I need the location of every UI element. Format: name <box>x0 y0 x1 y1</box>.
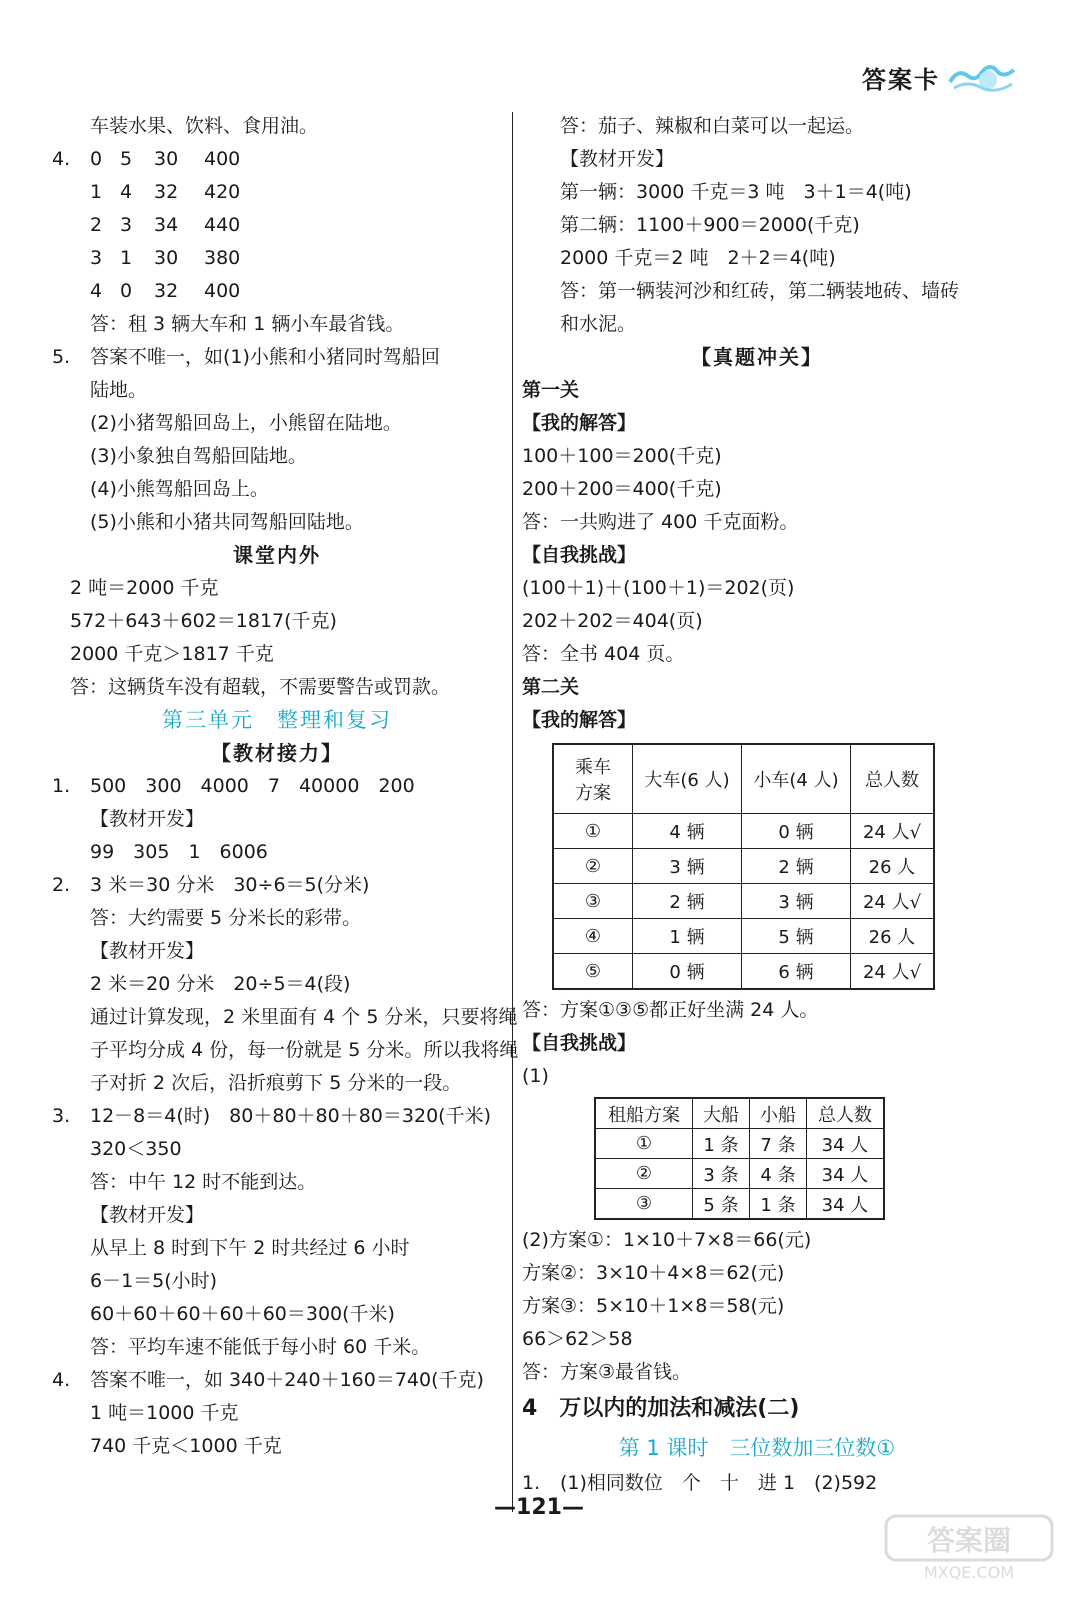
cell: 3 条 <box>693 1159 750 1189</box>
subsection-label: 【教材开发】 <box>560 148 675 170</box>
subsection-label: 【我的解答】 <box>522 709 637 731</box>
cell: 4 <box>120 181 133 203</box>
text-line: 答案不唯一，如 340＋240＋160＝740(千克) <box>90 1369 484 1391</box>
cell: ② <box>553 849 633 884</box>
text-line: 99 305 1 6006 <box>90 841 268 863</box>
cell: 5 <box>120 148 133 170</box>
table-header-row <box>595 1098 884 1129</box>
wave-icon <box>948 62 1018 94</box>
text-line: 方案③：5×10＋1×8＝58(元) <box>522 1295 785 1317</box>
subsection-label: 【自我挑战】 <box>522 544 637 566</box>
answer-4 <box>52 1364 502 1397</box>
text-line: (2)小猪驾船回岛上，小熊留在陆地。 <box>90 412 402 434</box>
left-column <box>52 110 519 1463</box>
cell: 1 辆 <box>633 919 742 954</box>
subsection-label: 【自我挑战】 <box>522 1032 637 1054</box>
unit-heading: 第三单元 整理和复习 <box>162 708 392 732</box>
text-line: (4)小熊驾船回岛上。 <box>90 478 269 500</box>
table-row <box>553 849 934 884</box>
header-cell: 小船 <box>750 1098 807 1129</box>
watermark-logo <box>884 1514 1054 1582</box>
text-line: (2)方案①：1×10＋7×8＝66(元) <box>522 1229 812 1251</box>
question-number: 1. <box>522 1472 541 1494</box>
text-line: 子对折 2 次后，沿折痕剪下 5 分米的一段。 <box>90 1072 462 1094</box>
cell: 5 条 <box>693 1189 750 1220</box>
answer-line: 答：方案③最省钱。 <box>522 1361 692 1383</box>
cell: ② <box>595 1159 693 1189</box>
answer-3 <box>52 1100 502 1133</box>
cell: 1 <box>120 247 133 269</box>
cell: 34 <box>154 214 179 236</box>
subsection-label: 【教材开发】 <box>90 808 205 830</box>
table-row <box>52 242 502 275</box>
cell: 24 人√ <box>851 884 935 919</box>
text-line: 方案②：3×10＋4×8＝62(元) <box>522 1262 785 1284</box>
header-cell: 小车(4 人) <box>742 744 851 814</box>
text-line: 6－1＝5(小时) <box>90 1270 218 1292</box>
cell: 0 <box>120 280 133 302</box>
text-line: 572＋643＋602＝1817(千克) <box>70 610 337 632</box>
text-line: 子平均分成 4 份，每一份就是 5 分米。所以我将绳 <box>90 1039 519 1061</box>
chapter-title: 4 万以内的加法和减法(二) <box>522 1396 800 1421</box>
cell: 400 <box>204 280 241 302</box>
cell: ④ <box>553 919 633 954</box>
cell: 3 <box>120 214 133 236</box>
table-row <box>595 1159 884 1189</box>
header-cell: 乘车 方案 <box>553 744 633 814</box>
cell: 34 人 <box>807 1189 885 1220</box>
level-label: 第二关 <box>522 676 580 698</box>
svg-text:MXQE.COM: MXQE.COM <box>923 1563 1015 1582</box>
text-line: 320＜350 <box>90 1138 182 1160</box>
answer-line: 答：大约需要 5 分米长的彩带。 <box>90 907 362 929</box>
cell: 2 <box>90 214 103 236</box>
table-row <box>52 176 502 209</box>
question-number: 4. <box>52 1369 71 1391</box>
answer-line: 答：方案①③⑤都正好坐满 24 人。 <box>522 999 819 1021</box>
column-divider <box>512 112 513 1512</box>
table-row <box>595 1189 884 1220</box>
question-number: 3. <box>52 1105 71 1127</box>
text-line: 第二辆：1100＋900＝2000(千克) <box>560 214 860 236</box>
table-row <box>52 143 240 176</box>
level-label: 第一关 <box>522 379 580 401</box>
answer-line: 答：一共购进了 400 千克面粉。 <box>522 511 799 533</box>
table-row <box>553 919 934 954</box>
table-row <box>52 275 502 308</box>
cell: 32 <box>154 181 179 203</box>
question-number: 1. <box>52 775 71 797</box>
page-header <box>862 60 1018 95</box>
answer-2 <box>52 869 502 902</box>
text-line: 500 300 4000 7 40000 200 <box>90 775 415 797</box>
header-cell: 大船 <box>693 1098 750 1129</box>
table-row <box>52 209 502 242</box>
answer-line: 答：第一辆装河沙和红砖，第二辆装地砖、墙砖 <box>560 280 960 302</box>
header-title: 答案卡 <box>862 66 940 94</box>
text-line: 202＋202＝404(页) <box>522 610 703 632</box>
answer-line: 答：平均车速不能低于每小时 60 千米。 <box>90 1336 431 1358</box>
cell: ③ <box>595 1189 693 1220</box>
answer-line: 答：茄子、辣椒和白菜可以一起运。 <box>560 115 865 137</box>
answer-line: 答：这辆货车没有超载，不需要警告或罚款。 <box>70 676 451 698</box>
lesson-title: 第 1 课时 三位数加三位数① <box>618 1436 896 1460</box>
table-row <box>595 1129 884 1159</box>
question-number: 5. <box>52 346 71 368</box>
cell: 24 人√ <box>851 954 935 990</box>
cell: 1 条 <box>693 1129 750 1159</box>
header-cell: 总人数 <box>851 744 935 814</box>
svg-text:答案圈: 答案圈 <box>926 1524 1012 1557</box>
cell: 3 <box>90 247 103 269</box>
question-4 <box>52 143 502 176</box>
cell: 3 辆 <box>633 849 742 884</box>
text-line: (1)相同数位 个 十 进 1 (2)592 <box>560 1472 878 1494</box>
cell: ① <box>553 814 633 849</box>
page-number: —121— <box>494 1495 584 1520</box>
cell: 2 辆 <box>633 884 742 919</box>
question-number: 2. <box>52 874 71 896</box>
text-line: 2 米＝20 分米 20÷5＝4(段) <box>90 973 351 995</box>
answer-line: 答：中午 12 时不能到达。 <box>90 1171 317 1193</box>
cell: 30 <box>154 247 179 269</box>
text-line: 车装水果、饮料、食用油。 <box>90 115 319 137</box>
text-line: 66＞62＞58 <box>522 1328 633 1350</box>
section-heading: 【真题冲关】 <box>691 345 823 369</box>
cell: 6 辆 <box>742 954 851 990</box>
cell: 26 人 <box>851 919 935 954</box>
subsection-label: 【我的解答】 <box>522 412 637 434</box>
cell: 2 辆 <box>742 849 851 884</box>
text-line: 陆地。 <box>90 379 148 401</box>
cell: 34 人 <box>807 1159 885 1189</box>
text-line: 740 千克＜1000 千克 <box>90 1435 282 1457</box>
cell: 0 辆 <box>742 814 851 849</box>
text-line: 100＋100＝200(千克) <box>522 445 722 467</box>
subsection-label: 【教材开发】 <box>90 1204 205 1226</box>
cell: 0 <box>90 148 103 170</box>
question-5 <box>52 341 502 374</box>
cell: 24 人√ <box>851 814 935 849</box>
cell: 1 <box>90 181 103 203</box>
cell: 34 人 <box>807 1129 885 1159</box>
cell: ① <box>595 1129 693 1159</box>
text-line: 200＋200＝400(千克) <box>522 478 722 500</box>
text-line: 和水泥。 <box>560 313 637 335</box>
cell: 5 辆 <box>742 919 851 954</box>
cell: ③ <box>553 884 633 919</box>
subsection-label: 【教材开发】 <box>90 940 205 962</box>
cell: 4 条 <box>750 1159 807 1189</box>
cell: 7 条 <box>750 1129 807 1159</box>
text-line: (100＋1)＋(100＋1)＝202(页) <box>522 577 795 599</box>
cell: 0 辆 <box>633 954 742 990</box>
text-line: 2000 千克＞1817 千克 <box>70 643 274 665</box>
table-header-row <box>553 744 934 814</box>
text-line: 1 吨＝1000 千克 <box>90 1402 239 1424</box>
text-line: (3)小象独自驾船回陆地。 <box>90 445 307 467</box>
section-heading: 【教材接力】 <box>211 741 343 765</box>
header-cell: 租船方案 <box>595 1098 693 1129</box>
question-number: 4. <box>52 148 71 170</box>
cell: 1 条 <box>750 1189 807 1220</box>
table-row <box>553 954 934 990</box>
table-row <box>553 814 934 849</box>
text-line: 2000 千克＝2 吨 2＋2＝4(吨) <box>560 247 836 269</box>
cell: 4 辆 <box>633 814 742 849</box>
answer-line: 答：全书 404 页。 <box>522 643 685 665</box>
cell: 3 辆 <box>742 884 851 919</box>
table-row <box>553 884 934 919</box>
car-plan-table <box>552 743 935 990</box>
header-cell: 大车(6 人) <box>633 744 742 814</box>
text-line: 答案不唯一，如(1)小熊和小猪同时驾船回 <box>90 346 440 368</box>
text-line: 通过计算发现，2 米里面有 4 个 5 分米，只要将绳 <box>90 1006 518 1028</box>
answer-line: 答：租 3 辆大车和 1 辆小车最省钱。 <box>90 313 405 335</box>
text-line: 2 吨＝2000 千克 <box>70 577 219 599</box>
cell: ⑤ <box>553 954 633 990</box>
cell: 26 人 <box>851 849 935 884</box>
boat-plan-table <box>594 1097 885 1220</box>
section-heading: 课堂内外 <box>233 543 321 567</box>
cell: 420 <box>204 181 241 203</box>
header-cell: 总人数 <box>807 1098 885 1129</box>
cell: 4 <box>90 280 103 302</box>
text-line: 从早上 8 时到下午 2 时共经过 6 小时 <box>90 1237 410 1259</box>
cell: 380 <box>204 247 241 269</box>
text-line: (5)小熊和小猪共同驾船回陆地。 <box>90 511 364 533</box>
cell: 440 <box>204 214 241 236</box>
text-line: 3 米＝30 分米 30÷6＝5(分米) <box>90 874 370 896</box>
cell: 400 <box>204 148 241 170</box>
text-line: 60＋60＋60＋60＋60＝300(千米) <box>90 1303 395 1325</box>
text-line: 第一辆：3000 千克＝3 吨 3＋1＝4(吨) <box>560 181 912 203</box>
right-column <box>522 110 992 1500</box>
text-line: 12－8＝4(时) 80＋80＋80＋80＝320(千米) <box>90 1105 491 1127</box>
cell: 32 <box>154 280 179 302</box>
text-line: (1) <box>522 1065 549 1087</box>
cell: 30 <box>154 148 179 170</box>
answer-1 <box>52 770 502 803</box>
